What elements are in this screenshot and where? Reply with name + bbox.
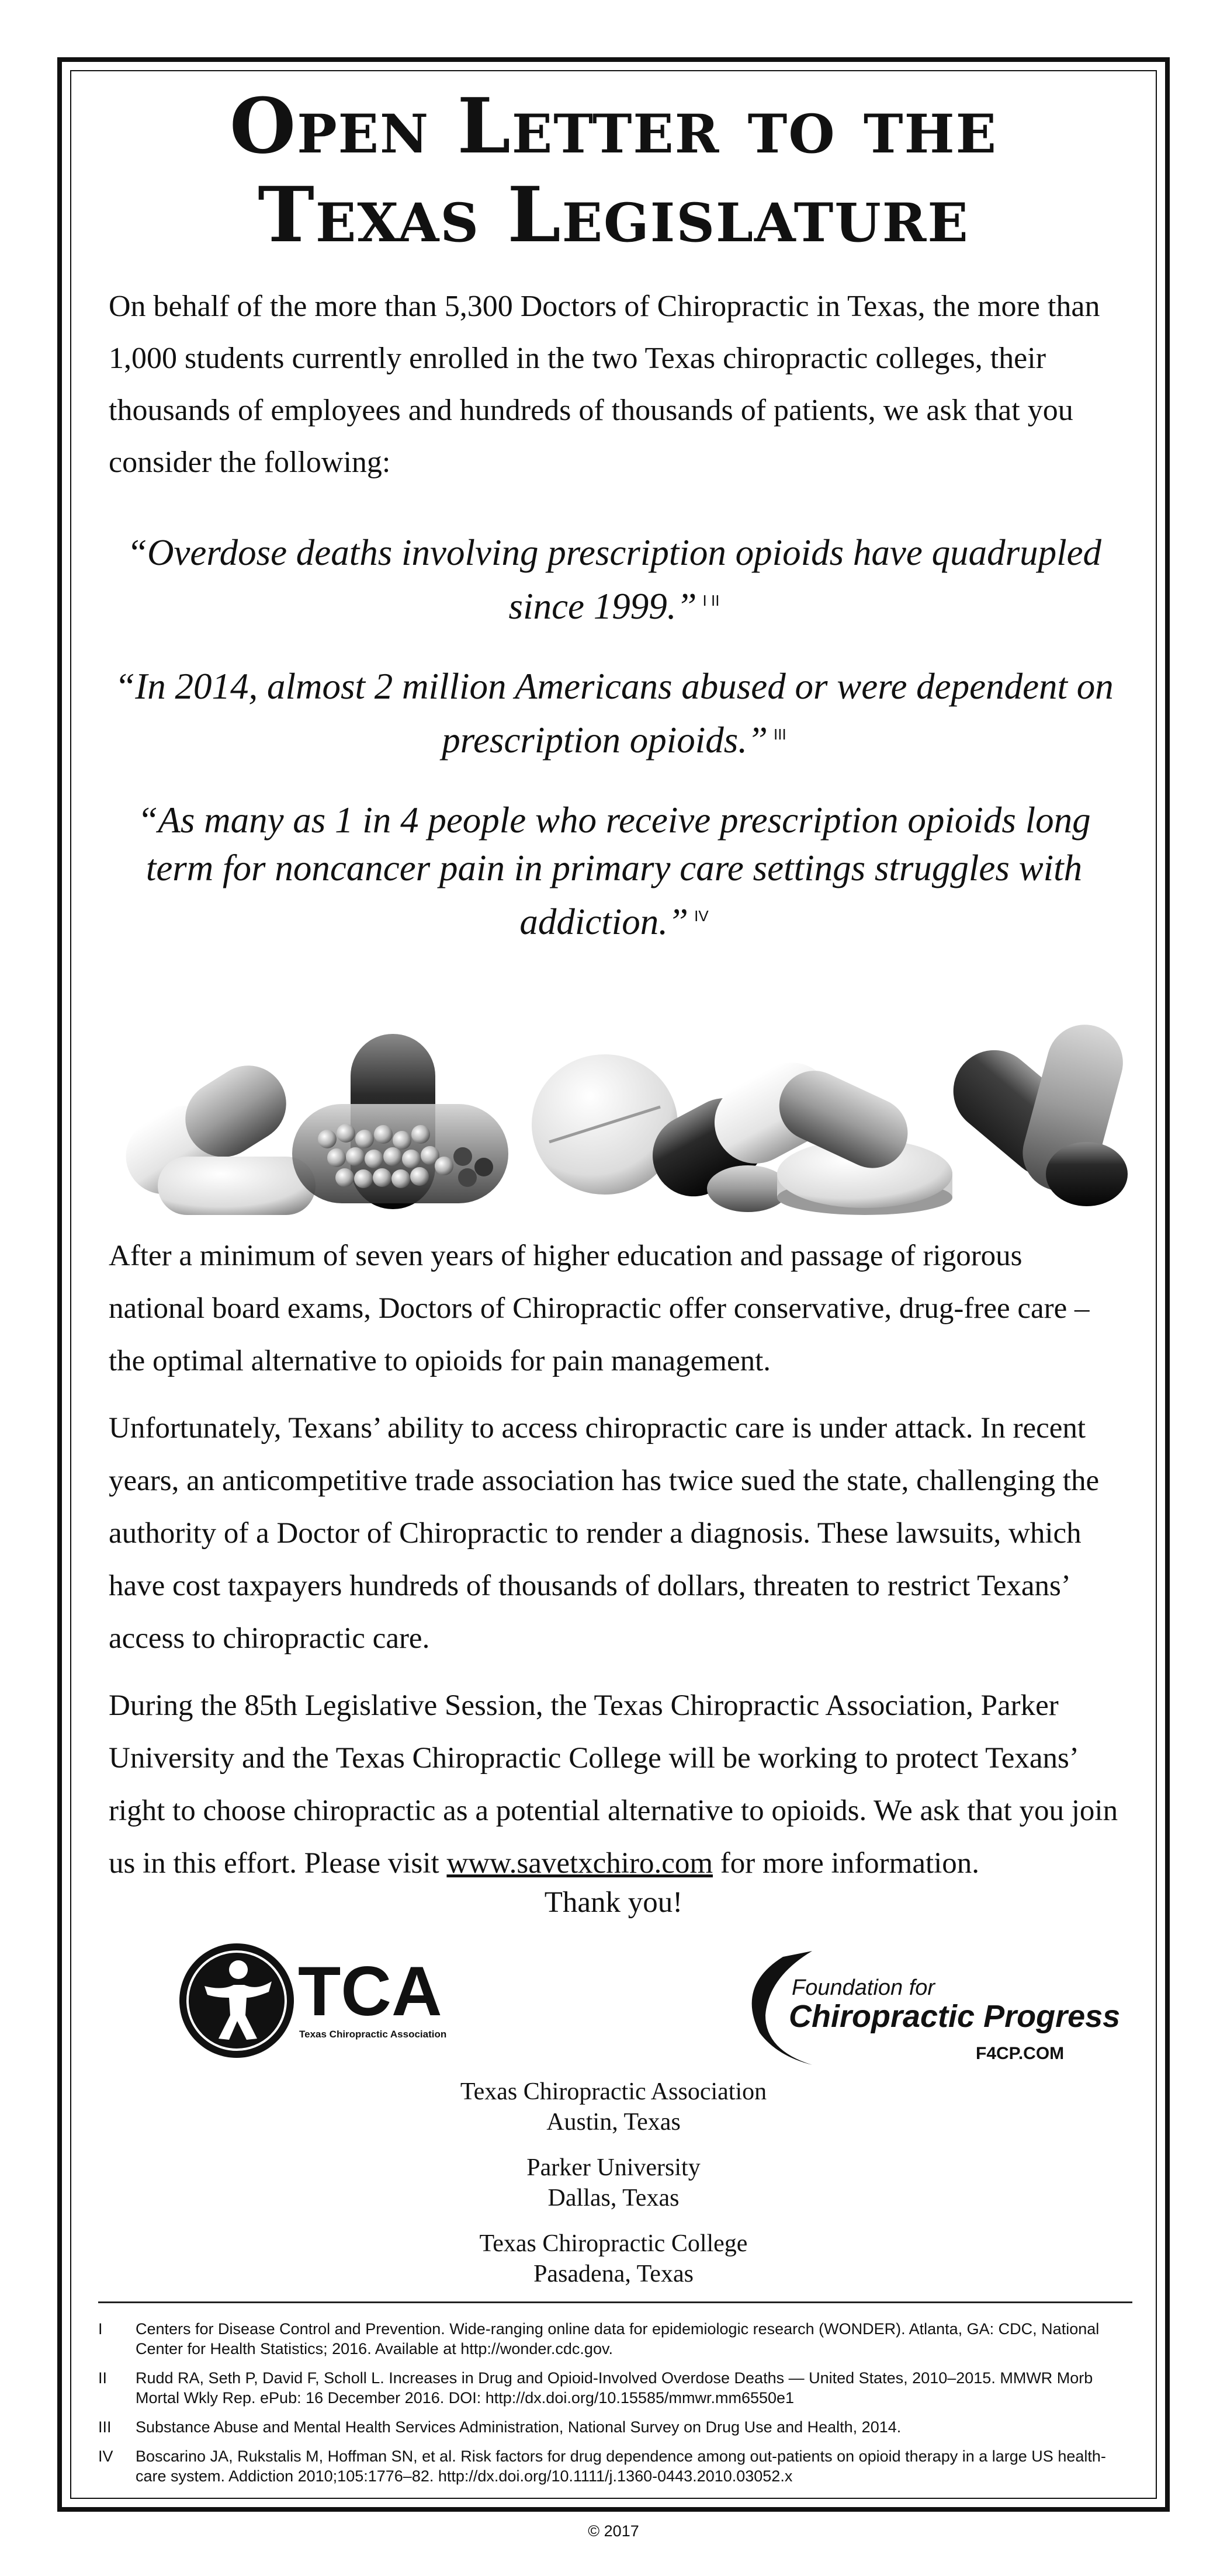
address-city: Pasadena, Texas bbox=[533, 2261, 694, 2287]
body-paragraph-2: Unfortunately, Texans’ ability to access chiropractic care is under attack. In recent years, an anticompetitive trade association has twice sued the state, challenging the authority of a Doctor of Chiropractic to render a diagnosis. These lawsuits, which have cost taxpayers hundreds of thousands of dollars, threaten to restrict Texans’ access to chiropractic care. bbox=[109, 1412, 1100, 1655]
quotes-section bbox=[109, 529, 1119, 978]
footnote-text: Substance Abuse and Mental Health Services Administration, National Survey on Drug Use and Health, 2014. bbox=[136, 2418, 902, 2436]
tca-figure-icon bbox=[179, 1943, 294, 2058]
footnote-number: II bbox=[98, 2369, 108, 2387]
address-city: Dallas, Texas bbox=[547, 2185, 680, 2212]
footnote-number: I bbox=[98, 2320, 103, 2338]
address-name: Texas Chiropractic College bbox=[479, 2230, 748, 2257]
tca-logo bbox=[175, 1939, 502, 2068]
footnote-text: Boscarino JA, Rukstalis M, Hoffman SN, et al. Risk factors for drug dependence among out-patients on opioid therapy in a large US health-care system. Addiction 2010;105:1776–82. http://dx.doi.org/10.1111/j.1360-0443.2010.03052.x bbox=[136, 2447, 1106, 2485]
addresses bbox=[0, 2077, 1227, 2304]
fcp-line-1: Foundation for bbox=[792, 1976, 935, 2000]
address-block bbox=[0, 2228, 1227, 2289]
page-title bbox=[105, 82, 1122, 259]
body-paragraph-3-text: During the 85th Legislative Session, the Texas Chiropractic Association, Parker University and the Texas Chiropractic College will be working to protect Texans’ right to choose chiropractic as a potential alternative to opioids. We ask that you join us in this effort. Please visit bbox=[109, 1689, 1118, 1880]
quote-3 bbox=[109, 796, 1119, 946]
quote-2 bbox=[109, 662, 1119, 764]
thank-you: Thank you! bbox=[544, 1886, 683, 1919]
quote-2-ref: III bbox=[774, 725, 786, 743]
fcp-line-2: Chiropractic Progress bbox=[789, 1999, 1121, 2034]
footnote bbox=[98, 2368, 1127, 2408]
footnote-text: Centers for Disease Control and Prevention. Wide-ranging online data for epidemiologic research (WONDER). Atlanta, GA: CDC, National Center for Health Statistics; 2016. Available at http://wonder.cdc.gov. bbox=[136, 2320, 1100, 2358]
intro-paragraph: On behalf of the more than 5,300 Doctors of Chiropractic in Texas, the more than 1,000 students currently enrolled in the two Texas chiropractic colleges, their thousands of employees and hundreds of thousands of patients, we ask that you consider the following: bbox=[109, 290, 1100, 479]
quote-2-text: “In 2014, almost 2 million Americans abused or were dependent on prescription opioids.” bbox=[115, 666, 1114, 761]
body-paragraph-3-tail: for more information. bbox=[713, 1847, 980, 1880]
footnote-text: Rudd RA, Seth P, David F, Scholl L. Increases in Drug and Opioid-Involved Overdose Deaths — United States, 2010–2015. MMWR Morb Mortal Wkly Rep. ePub: 16 December 2016. DOI: http://dx.doi.org/10.15585/mmwr.mm6550e1 bbox=[136, 2369, 1093, 2407]
website-link[interactable]: www.savetxchiro.com bbox=[446, 1847, 713, 1880]
quote-1-ref: I II bbox=[702, 592, 720, 609]
body-paragraph-1: After a minimum of seven years of higher education and passage of rigorous national board exams, Doctors of Chiropractic offer conservative, drug-free care – the optimal alternative to opioids for pain management. bbox=[109, 1240, 1090, 1377]
title-line-2: Texas Legislature bbox=[258, 170, 969, 259]
quote-1 bbox=[109, 529, 1119, 630]
address-name: Parker University bbox=[526, 2154, 701, 2181]
fcp-site: F4CP.COM bbox=[976, 2044, 1065, 2063]
address-name: Texas Chiropractic Association bbox=[460, 2078, 767, 2105]
footnotes bbox=[98, 2319, 1127, 2495]
fcp-logo bbox=[742, 1939, 1121, 2079]
address-block bbox=[0, 2153, 1227, 2213]
title-line-1: Open Letter to the bbox=[230, 81, 997, 171]
footnote-number: IV bbox=[98, 2447, 113, 2465]
address-city: Austin, Texas bbox=[546, 2109, 681, 2136]
footnote bbox=[98, 2417, 1127, 2437]
quote-3-ref: IV bbox=[694, 907, 709, 925]
tca-abbr: TCA bbox=[298, 1952, 442, 2030]
body-paragraph-3 bbox=[109, 1679, 1119, 1890]
footnote-divider bbox=[98, 2301, 1132, 2303]
body-section bbox=[109, 1230, 1119, 1904]
quote-3-text: “As many as 1 in 4 people who receive prescription opioids long term for noncancer pain in primary care settings struggles with addiction.” bbox=[137, 800, 1091, 942]
footnote-number: III bbox=[98, 2418, 112, 2436]
address-block bbox=[0, 2077, 1227, 2137]
copyright: © 2017 bbox=[588, 2522, 639, 2540]
quote-1-text: “Overdose deaths involving prescription opioids have quadrupled since 1999.” bbox=[126, 532, 1102, 627]
pills-illustration bbox=[105, 981, 1128, 1215]
footnote bbox=[98, 2319, 1127, 2359]
tca-name: Texas Chiropractic Association bbox=[299, 2029, 447, 2040]
footnote bbox=[98, 2446, 1127, 2486]
